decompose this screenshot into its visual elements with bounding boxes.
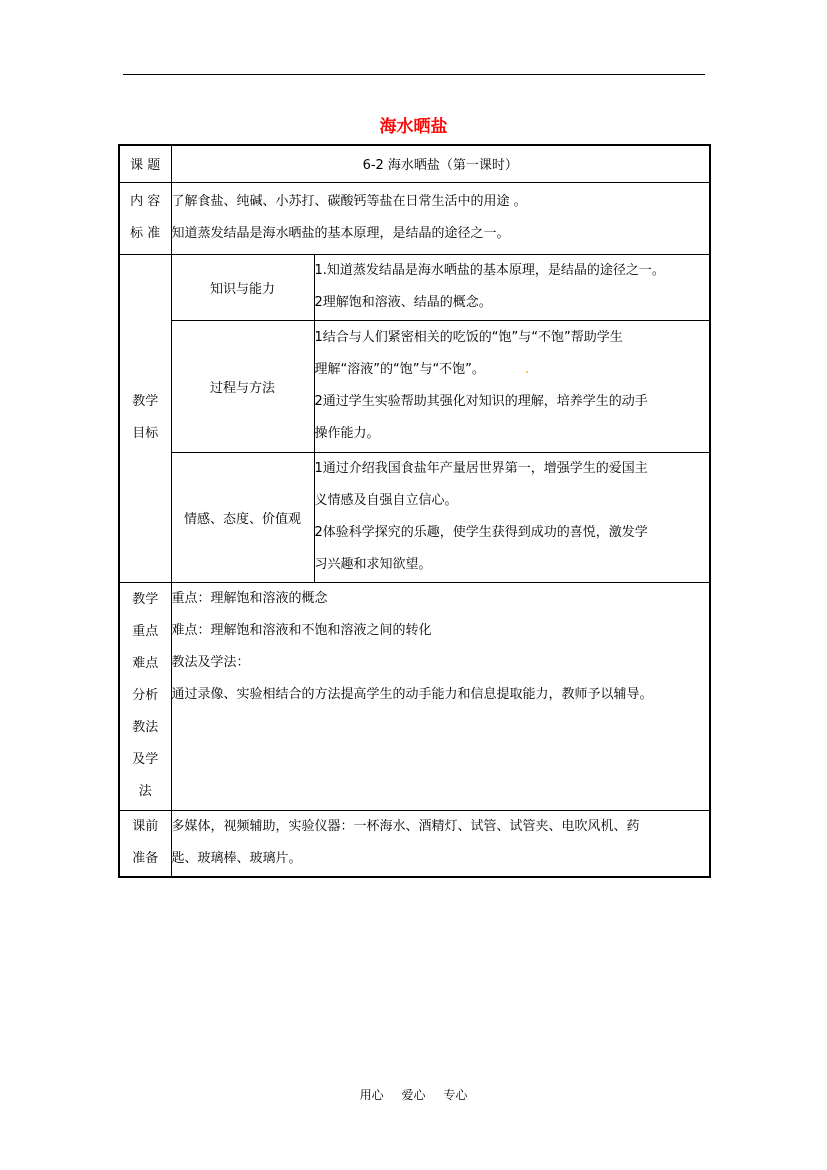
goals-label: 教学 目标 — [119, 254, 171, 582]
key-label: 教学 重点 难点 分析 教法 及学 法 — [119, 582, 171, 810]
goal-row-process — [119, 320, 710, 452]
header-rule — [123, 74, 705, 75]
goal-row-knowledge — [119, 254, 710, 320]
prep-text: 多媒体，视频辅助，实验仪器：一杯海水、酒精灯、试管、试管夹、电吹风机、药 匙、玻璃棒、玻璃片。 — [171, 810, 710, 877]
topic-label: 课 题 — [119, 145, 171, 182]
topic-row — [119, 145, 710, 182]
goal-text: 1结合与人们紧密相关的吃饭的“饱”与“不饱”帮助学生 理解“溶液”的“饱”与“不饱”。 . 2通过学生实验帮助其强化对知识的理解，培养学生的动手 操作能力。 — [314, 320, 710, 452]
lesson-plan-table — [118, 144, 711, 878]
page-title: 海水晒盐 — [379, 117, 448, 137]
key-text: 重点：理解饱和溶液的概念 难点：理解饱和溶液和不饱和溶液之间的转化 教法及学法： 通过录像、实验相结合的方法提高学生的动手能力和信息提取能力，教师予以辅导。 — [171, 582, 710, 810]
content-text: 了解食盐、纯碱、小苏打、碳酸钙等盐在日常生活中的用途 。 知道蒸发结晶是海水晒盐的基本原理，是结晶的途径之一。 — [171, 182, 710, 254]
goal-row-emotion — [119, 452, 710, 582]
goal-text: 1通过介绍我国食盐年产量居世界第一，增强学生的爱国主 义情感及自强自立信心。 2体验科学探究的乐趣，使学生获得到成功的喜悦，激发学 习兴趣和求知欲望。 — [314, 452, 710, 582]
content-row — [119, 182, 710, 254]
footer-word: 用心 — [359, 1088, 384, 1102]
content-label: 内 容 标 准 — [119, 182, 171, 254]
footer-word: 专心 — [443, 1088, 468, 1102]
footer — [0, 1086, 827, 1103]
goal-name: 情感、态度、价值观 — [171, 452, 314, 582]
key-row — [119, 582, 710, 810]
topic-value: 6-2 海水晒盐（第一课时） — [171, 145, 710, 182]
stray-dot: . — [524, 362, 530, 377]
prep-label: 课前 准备 — [119, 810, 171, 877]
goal-text: 1.知道蒸发结晶是海水晒盐的基本原理，是结晶的途径之一。 2理解饱和溶液、结晶的概念。 — [314, 254, 710, 320]
footer-word: 爱心 — [401, 1088, 426, 1102]
goal-name: 知识与能力 — [171, 254, 314, 320]
prep-row — [119, 810, 710, 877]
goal-name: 过程与方法 — [171, 320, 314, 452]
